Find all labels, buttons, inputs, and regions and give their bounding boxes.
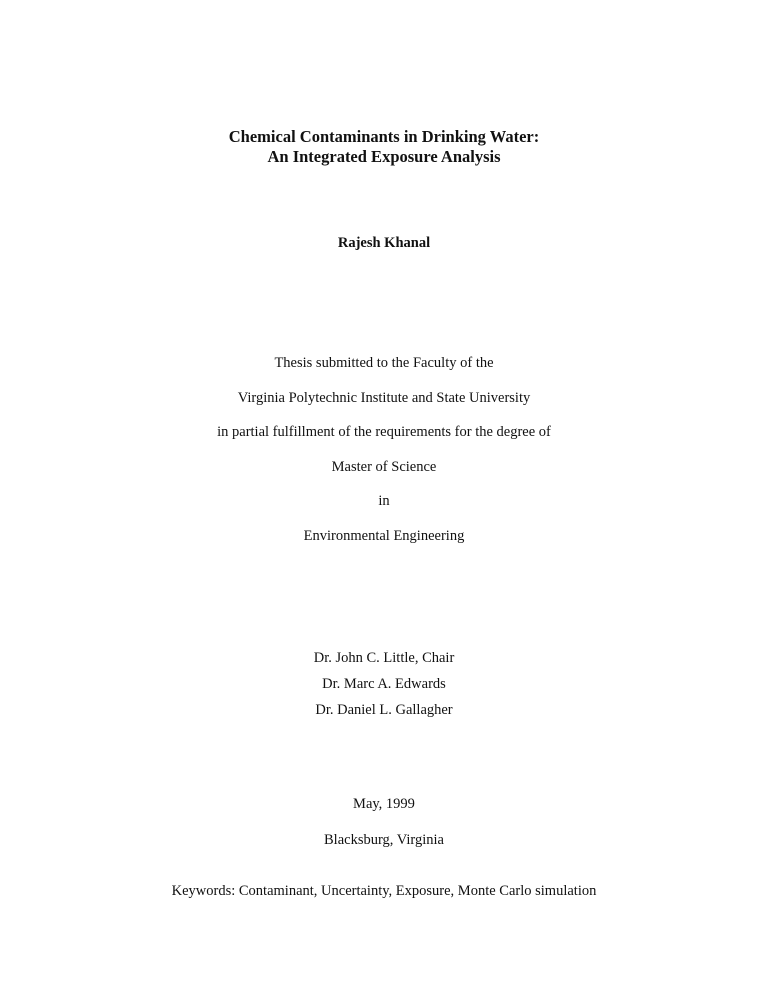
submission-statement-line-1: Thesis submitted to the Faculty of the <box>274 355 494 371</box>
university-name: Virginia Polytechnic Institute and State University <box>237 390 531 406</box>
committee-member: Dr. Daniel L. Gallagher <box>315 702 453 718</box>
submission-date: May, 1999 <box>353 796 415 812</box>
committee-chair: Dr. John C. Little, Chair <box>313 650 455 666</box>
thesis-title-line-2: An Integrated Exposure Analysis <box>267 147 501 166</box>
degree-name: Master of Science <box>331 459 437 475</box>
author-name: Rajesh Khanal <box>337 235 431 251</box>
degree-field: Environmental Engineering <box>303 528 465 544</box>
location: Blacksburg, Virginia <box>324 832 444 848</box>
submission-statement-line-3: in partial fulfillment of the requirements for the degree of <box>217 424 551 440</box>
committee-member: Dr. Marc A. Edwards <box>322 676 446 692</box>
keywords: Keywords: Contaminant, Uncertainty, Exposure, Monte Carlo simulation <box>171 883 597 899</box>
thesis-title-line-1: Chemical Contaminants in Drinking Water: <box>228 127 540 146</box>
degree-in: in <box>378 493 390 509</box>
